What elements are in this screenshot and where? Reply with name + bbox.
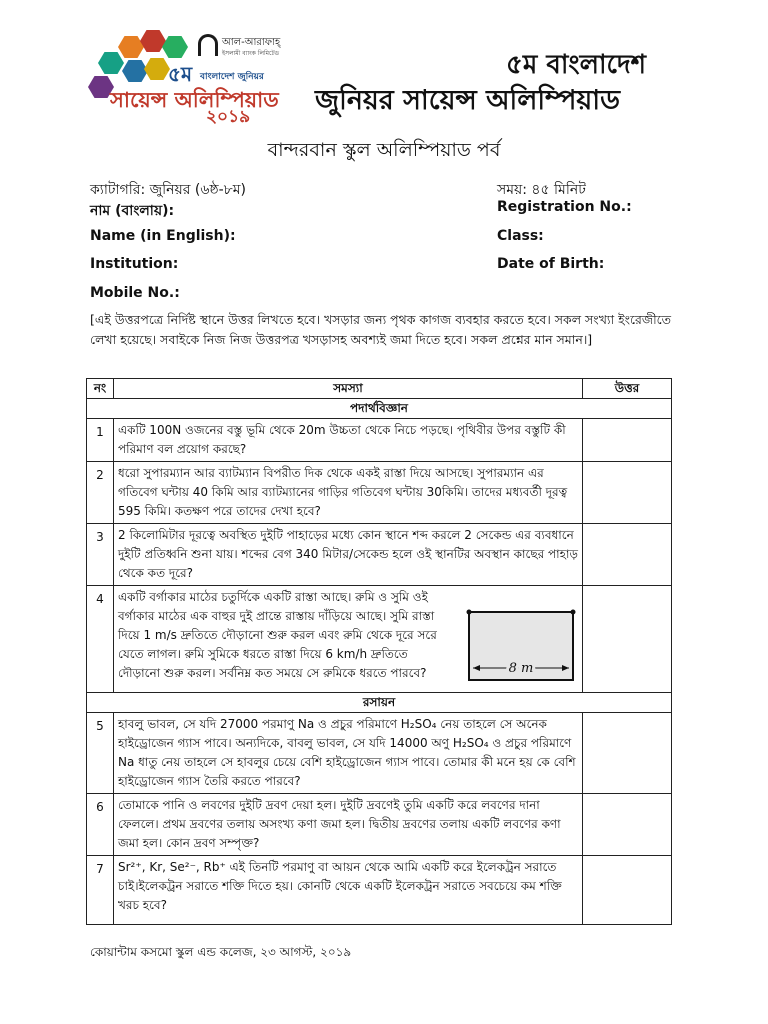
sponsor-name: আল-আরাফাহ্ bbox=[222, 37, 281, 48]
logo-hex-gold bbox=[144, 58, 170, 80]
logo-hex-orange bbox=[118, 36, 144, 58]
question-text: 2 কিলোমিটার দূরত্বে অবস্থিত দুইটি পাহাড়ের মধ্যে কোন স্থানে শব্দ করলে 2 সেকেন্ড এর ব্যবধানে দুইটি প্রতিধ্বনি শুনা যায়। শব্দের বেগ 340 মিটার/সেকেন্ড হলে ওই স্থানটির অবস্থান কাছের পাহাড় থেকে কত দূরে? bbox=[114, 524, 583, 586]
dob-label: Date of Birth: bbox=[497, 256, 605, 272]
question-number: 2 bbox=[87, 462, 114, 524]
section-chemistry: রসায়ন bbox=[87, 693, 672, 713]
section-row-chemistry bbox=[87, 693, 672, 713]
question-text: একটি 100N ওজনের বস্তু ভূমি থেকে 20m উচ্চতা থেকে নিচে পড়ছে। পৃথিবীর উপর বস্তুটি কী পরিমাণ বল প্রয়োগ করছে? bbox=[114, 419, 583, 462]
question-number: 6 bbox=[87, 794, 114, 856]
question-number: 7 bbox=[87, 856, 114, 925]
sponsor-tagline: ইসলামী ব্যাংক লিমিটেড bbox=[222, 50, 280, 57]
question-number: 5 bbox=[87, 713, 114, 794]
section-physics: পদার্থবিজ্ঞান bbox=[87, 399, 672, 419]
category-label: ক্যাটাগরি: জুনিয়র (৬ষ্ঠ-৮ম) bbox=[90, 182, 246, 198]
table-row bbox=[87, 856, 672, 925]
institution-label: Institution: bbox=[90, 256, 179, 272]
table-row bbox=[87, 419, 672, 462]
answer-cell[interactable] bbox=[583, 462, 672, 524]
name-en-label: Name (in English): bbox=[90, 228, 236, 244]
answer-cell[interactable] bbox=[583, 586, 672, 693]
mobile-label: Mobile No.: bbox=[90, 285, 180, 301]
logo-name: সায়েন্স অলিম্পিয়াড bbox=[110, 88, 279, 112]
question-number: 1 bbox=[87, 419, 114, 462]
logo-hex-blue bbox=[122, 60, 148, 82]
registration-label: Registration No.: bbox=[497, 199, 632, 215]
question-text: ধরো সুপারম্যান আর ব্যাটম্যান বিপরীত দিক থেকে একই রাস্তা দিয়ে আসছে। সুপারম্যান এর গতিবেগ ঘন্টায় 40 কিমি আর ব্যাটম্যানের গাড়ির গতিবেগ ঘন্টায় 30কিমি। তাদের মধ্যবর্তী দূরত্ব 595 কিমি। কতক্ষণ পরে তাদের দেখা হবে? bbox=[114, 462, 583, 524]
table-row bbox=[87, 524, 672, 586]
table-row bbox=[87, 794, 672, 856]
table-row bbox=[87, 713, 672, 794]
figure-length-label: 8 m bbox=[508, 661, 534, 676]
question-text: Sr²⁺, Kr, Se²⁻, Rb⁺ এই তিনটি পরমাণু বা আয়ন থেকে আমি একটি করে ইলেকট্রন সরাতে চাই।ইলেকট্রন সরাতে শক্তি দিতে হয়। কোনটি থেকে একটি ইলেকট্রন সরাতে সবচেয়ে কম শক্তি খরচ হবে? bbox=[114, 856, 583, 925]
answer-cell[interactable] bbox=[583, 794, 672, 856]
page-title-line2: জুনিয়র সায়েন্স অলিম্পিয়াড bbox=[314, 85, 620, 116]
answer-cell[interactable] bbox=[583, 524, 672, 586]
question-text: একটি বর্গাকার মাঠের চতুর্দিকে একটি রাস্তা আছে। রুমি ও সুমি ওই বর্গাকার মাঠের এক বাহুর দুই প্রান্তে রাস্তায় দাঁড়িয়ে আছে। সুমি রাস্তা দিয়ে 1 m/s দ্রুতিতে দৌড়ানো শুরু করল এবং রুমি থেকে দূরে সরে যেতে লাগল। রুমি সুমিকে ধরতে রাস্তা দিয়ে 6 km/h দ্রুতিতে দৌড়ানো শুরু করল। সর্বনিম্ন কত সময়ে সে রুমিকে ধরতে পারবে? bbox=[118, 590, 437, 680]
table-header-row bbox=[87, 379, 672, 399]
answer-cell[interactable] bbox=[583, 856, 672, 925]
footer-venue: কোয়ান্টাম কসমো স্কুল এন্ড কলেজ, ২৩ আগস্ট, ২০১৯ bbox=[90, 945, 352, 959]
logo-year: ২০১৯ bbox=[206, 107, 251, 127]
col-number-header: নং bbox=[87, 379, 114, 399]
time-label: সময়: ৪৫ মিনিট bbox=[497, 182, 586, 198]
name-bn-label: নাম (বাংলায়): bbox=[90, 203, 175, 219]
question-number: 3 bbox=[87, 524, 114, 586]
col-answer-header: উত্তর bbox=[583, 379, 672, 399]
logo-hex-green bbox=[162, 36, 188, 58]
class-label: Class: bbox=[497, 228, 544, 244]
question-cell bbox=[114, 586, 583, 693]
instructions: [এই উত্তরপত্রে নির্দিষ্ট স্থানে উত্তর লিখতে হবে। খসড়ার জন্য পৃথক কাগজ ব্যবহার করতে হবে। সকল সংখ্যা ইংরেজীতে লেখা হয়েছে। সবাইকে নিজ নিজ উত্তরপত্র খসড়াসহ অবশ্যই জমা দিতে হবে। সকল প্রশ্নের মান সমান।] bbox=[90, 312, 672, 347]
olympiad-logo bbox=[88, 30, 288, 126]
section-row-physics bbox=[87, 399, 672, 419]
question-text: হাবলু ভাবল, সে যদি 27000 পরমাণু Na ও প্রচুর পরিমাণে H₂SO₄ নেয় তাহলে সে অনেক হাইড্রোজেন গ্যাস পাবে। অন্যদিকে, বাবলু ভাবল, সে যদি 14000 অণু H₂SO₄ ও প্রচুর পরিমাণে Na ধাতু নেয় তাহলে সে হাবলুর চেয়ে বেশি হাইড্রোজেন গ্যাস পাবে। তোমার কী মনে হয় কে বেশি হাইড্রোজেন গ্যাস তৈরি করতে পারবে? bbox=[114, 713, 583, 794]
table-row bbox=[87, 462, 672, 524]
question-table bbox=[86, 378, 672, 925]
sponsor-arch-icon bbox=[198, 34, 218, 56]
logo-subtitle: বাংলাদেশ জুনিয়র bbox=[200, 72, 264, 82]
square-field-figure bbox=[465, 606, 577, 690]
logo-edition: ৫ম bbox=[168, 62, 193, 86]
logo-hex-teal bbox=[98, 52, 124, 74]
logo-hex-red bbox=[140, 30, 166, 52]
page-subtitle: বান্দরবান স্কুল অলিম্পিয়াড পর্ব bbox=[267, 139, 501, 161]
question-text: তোমাকে পানি ও লবণের দুইটি দ্রবণ দেয়া হল। দুইটি দ্রবণেই তুমি একটি করে লবণের দানা ফেললে। প্রথম দ্রবণের তলায় অসংখ্য কণা জমা হল। দ্বিতীয় দ্রবণের তলায় একটি লবণের কণা জমা হল। কোন দ্রবণ সম্পৃক্ত? bbox=[114, 794, 583, 856]
page-title-line1: ৫ম বাংলাদেশ bbox=[506, 50, 646, 80]
col-problem-header: সমস্যা bbox=[114, 379, 583, 399]
answer-cell[interactable] bbox=[583, 419, 672, 462]
square-field-diagram bbox=[465, 606, 577, 684]
question-number: 4 bbox=[87, 586, 114, 693]
table-row bbox=[87, 586, 672, 693]
answer-cell[interactable] bbox=[583, 713, 672, 794]
